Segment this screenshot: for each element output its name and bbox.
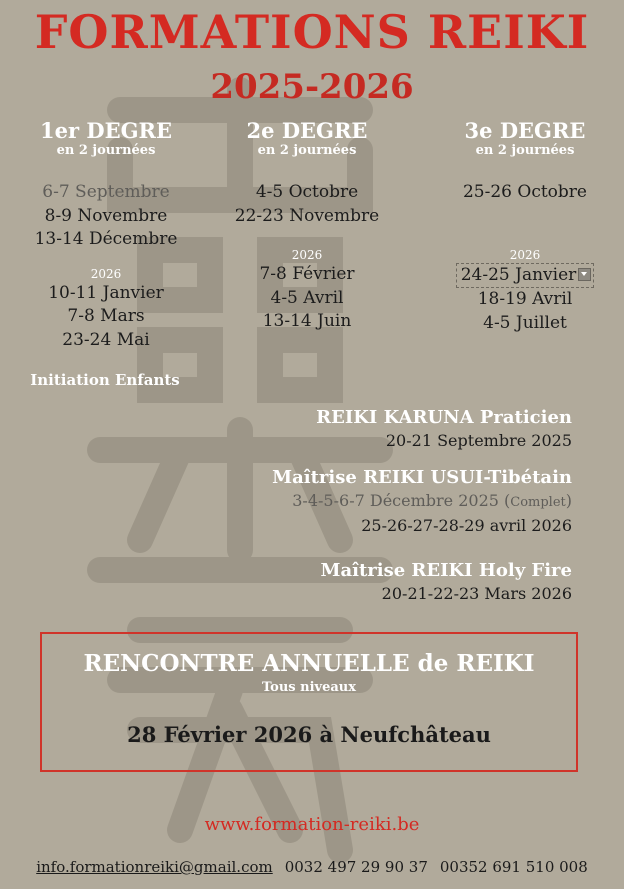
year-label: 2026 [90,266,122,281]
contact-line [0,858,624,876]
date-item: 4-5 Juillet [483,312,567,333]
phone-be: 0032 497 29 90 37 [284,858,428,876]
degree-subtitle: en 2 journées [257,143,357,158]
date-item: 4-5 Octobre [255,182,359,202]
date-dropdown[interactable] [456,263,595,289]
year-label: 2026 [291,248,323,262]
chevron-down-icon[interactable] [578,268,591,281]
meeting-subtitle: Tous niveaux [262,680,356,695]
date-item: 13-14 Juin [262,311,352,331]
meeting-date: 28 Février 2026 à Neufchâteau [127,722,491,747]
date-item: 4-5 Avril [270,287,344,308]
special-date: 20-21-22-23 Mars 2026 [381,584,572,603]
degree-title: 1er DEGRE [40,118,172,143]
special-date: 20-21 Septembre 2025 [385,431,572,450]
page-title: FORMATIONS REIKI [34,5,590,59]
initiation-enfants-label: Initiation Enfants [30,371,180,389]
date-item: 24-25 Janvier [460,264,577,285]
date-item: 7-8 Février [259,264,355,284]
degree-1-column [6,119,206,352]
date-item: 10-11 Janvier [48,282,164,303]
degree-2-column [207,119,407,334]
website-link[interactable]: www.formation-reiki.be [204,814,420,835]
special-usui [272,466,572,537]
date-item: 6-7 Septembre [42,182,170,202]
date-item: 7-8 Mars [67,306,145,326]
meeting-title: RENCONTRE ANNUELLE de REIKI [83,650,535,677]
email-link[interactable]: info.formationreiki@gmail.com [36,858,273,876]
phone-lu: 00352 691 510 008 [439,858,588,876]
date-item: 13-14 Décembre [34,229,178,249]
special-holy-fire [321,559,572,605]
degree-title: 3e DEGRE [464,118,586,143]
degree-subtitle: en 2 journées [475,143,575,158]
date-item: 25-26 Octobre [462,182,587,202]
special-title: REIKI KARUNA Praticien [316,407,572,428]
year-label: 2026 [509,247,541,262]
special-karuna [316,406,572,452]
date-item: 8-9 Novembre [44,205,168,226]
degree-title: 2e DEGRE [246,118,368,143]
annual-meeting-box [40,632,578,772]
degree-3-column [425,119,624,335]
special-date-complete: 3-4-5-6-7 Décembre 2025 (Complet) [292,491,572,510]
date-item: 22-23 Novembre [234,205,380,226]
special-title: Maîtrise REIKI USUI-Tibétain [272,467,572,488]
special-date: 25-26-27-28-29 avril 2026 [361,516,572,535]
special-title: Maîtrise REIKI Holy Fire [320,560,572,581]
degree-subtitle: en 2 journées [56,143,156,158]
date-item: 18-19 Avril [477,289,573,309]
years-heading: 2025-2026 [210,67,414,107]
date-item: 23-24 Mai [62,329,150,350]
